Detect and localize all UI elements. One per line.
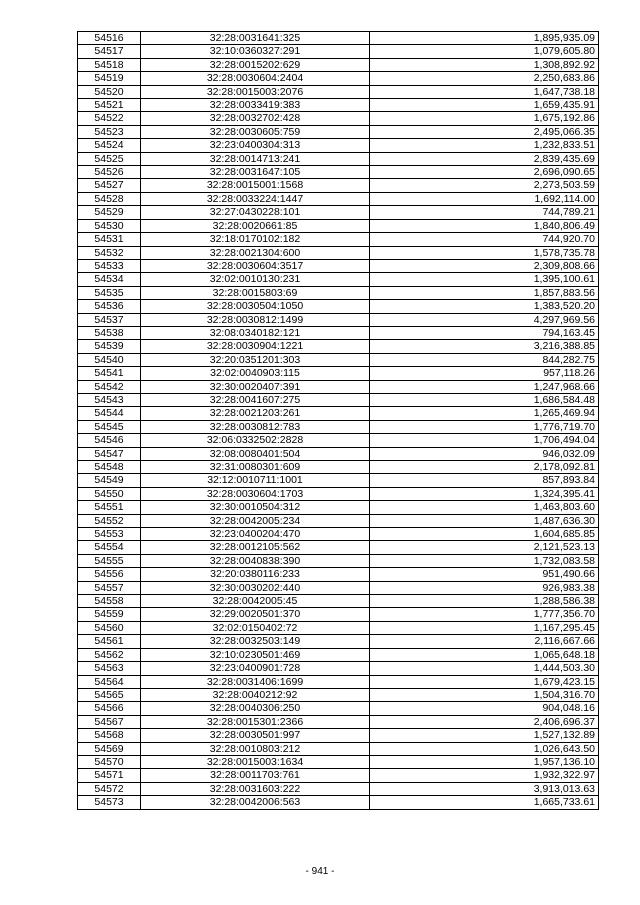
- amount-cell: 744,789.21: [370, 206, 599, 219]
- amount-cell: 1,167,295.45: [370, 621, 599, 634]
- amount-cell: 2,273,503.59: [370, 179, 599, 192]
- cadastral-number-cell: 32:23:0400304:313: [141, 139, 370, 152]
- cadastral-number-cell: 32:28:0031406:1699: [141, 675, 370, 688]
- row-id-cell: 54557: [78, 581, 141, 594]
- row-id-cell: 54535: [78, 286, 141, 299]
- row-id-cell: 54559: [78, 608, 141, 621]
- amount-cell: 1,065,648.18: [370, 648, 599, 661]
- table-row: [78, 192, 599, 205]
- cadastral-number-cell: 32:28:0010803:212: [141, 742, 370, 755]
- row-id-cell: 54521: [78, 99, 141, 112]
- row-id-cell: 54564: [78, 675, 141, 688]
- cadastral-number-cell: 32:28:0012105:562: [141, 541, 370, 554]
- amount-cell: 904,048.16: [370, 702, 599, 715]
- row-id-cell: 54518: [78, 58, 141, 71]
- amount-cell: 1,706,494.04: [370, 434, 599, 447]
- row-id-cell: 54519: [78, 72, 141, 85]
- cadastral-number-cell: 32:27:0430228:101: [141, 206, 370, 219]
- table-row: [78, 246, 599, 259]
- table-row: [78, 769, 599, 782]
- amount-cell: 2,696,090.65: [370, 166, 599, 179]
- cadastral-number-cell: 32:10:0230501:469: [141, 648, 370, 661]
- row-id-cell: 54537: [78, 313, 141, 326]
- table-row: [78, 206, 599, 219]
- amount-cell: 1,308,892.92: [370, 58, 599, 71]
- amount-cell: 1,079,605.80: [370, 45, 599, 58]
- row-id-cell: 54527: [78, 179, 141, 192]
- row-id-cell: 54565: [78, 688, 141, 701]
- amount-cell: 2,406,696.37: [370, 715, 599, 728]
- table-row: [78, 528, 599, 541]
- data-table: [77, 31, 599, 810]
- row-id-cell: 54556: [78, 568, 141, 581]
- row-id-cell: 54545: [78, 420, 141, 433]
- table-row: [78, 125, 599, 138]
- amount-cell: 951,490.66: [370, 568, 599, 581]
- table-row: [78, 635, 599, 648]
- cadastral-number-cell: 32:28:0031603:222: [141, 782, 370, 795]
- row-id-cell: 54529: [78, 206, 141, 219]
- table-row: [78, 688, 599, 701]
- cadastral-number-cell: 32:28:0030604:2404: [141, 72, 370, 85]
- amount-cell: 1,686,584.48: [370, 393, 599, 406]
- table-row: [78, 782, 599, 795]
- amount-cell: 1,324,395.41: [370, 487, 599, 500]
- amount-cell: 2,495,066.35: [370, 125, 599, 138]
- row-id-cell: 54554: [78, 541, 141, 554]
- amount-cell: 1,675,192.86: [370, 112, 599, 125]
- amount-cell: 1,527,132.89: [370, 729, 599, 742]
- table-row: [78, 621, 599, 634]
- table-row: [78, 112, 599, 125]
- cadastral-number-cell: 32:28:0020661:85: [141, 219, 370, 232]
- table-row: [78, 554, 599, 567]
- table-row: [78, 32, 599, 45]
- table-row: [78, 380, 599, 393]
- page-number: - 941 -: [305, 866, 335, 877]
- row-id-cell: 54560: [78, 621, 141, 634]
- table-row: [78, 595, 599, 608]
- row-id-cell: 54570: [78, 755, 141, 768]
- cadastral-number-cell: 32:06:0332502:2828: [141, 434, 370, 447]
- amount-cell: 926,983.38: [370, 581, 599, 594]
- amount-cell: 1,776,719.70: [370, 420, 599, 433]
- cadastral-number-cell: 32:08:0340182:121: [141, 326, 370, 339]
- table-row: [78, 367, 599, 380]
- amount-cell: 3,913,013.63: [370, 782, 599, 795]
- cadastral-number-cell: 32:28:0033224:1447: [141, 192, 370, 205]
- amount-cell: 1,932,322.97: [370, 769, 599, 782]
- amount-cell: 1,247,968.66: [370, 380, 599, 393]
- amount-cell: 1,026,643.50: [370, 742, 599, 755]
- table-row: [78, 755, 599, 768]
- row-id-cell: 54540: [78, 353, 141, 366]
- amount-cell: 1,604,685.85: [370, 528, 599, 541]
- table-row: [78, 420, 599, 433]
- amount-cell: 1,578,735.78: [370, 246, 599, 259]
- amount-cell: 2,121,523.13: [370, 541, 599, 554]
- table-row: [78, 179, 599, 192]
- table-row: [78, 742, 599, 755]
- row-id-cell: 54544: [78, 407, 141, 420]
- cadastral-number-cell: 32:28:0015003:2076: [141, 85, 370, 98]
- row-id-cell: 54553: [78, 528, 141, 541]
- table-row: [78, 152, 599, 165]
- row-id-cell: 54534: [78, 273, 141, 286]
- table-row: [78, 662, 599, 675]
- row-id-cell: 54516: [78, 32, 141, 45]
- amount-cell: 1,232,833.51: [370, 139, 599, 152]
- amount-cell: 1,777,356.70: [370, 608, 599, 621]
- row-id-cell: 54561: [78, 635, 141, 648]
- row-id-cell: 54539: [78, 340, 141, 353]
- cadastral-number-cell: 32:29:0020501:370: [141, 608, 370, 621]
- cadastral-number-cell: 32:28:0042005:234: [141, 514, 370, 527]
- cadastral-number-cell: 32:28:0040212:92: [141, 688, 370, 701]
- cadastral-number-cell: 32:30:0030202:440: [141, 581, 370, 594]
- cadastral-number-cell: 32:28:0030604:1703: [141, 487, 370, 500]
- cadastral-number-cell: 32:28:0031641:325: [141, 32, 370, 45]
- cadastral-number-cell: 32:02:0040903:115: [141, 367, 370, 380]
- table-row: [78, 273, 599, 286]
- table-row: [78, 99, 599, 112]
- row-id-cell: 54549: [78, 474, 141, 487]
- amount-cell: 1,895,935.09: [370, 32, 599, 45]
- row-id-cell: 54525: [78, 152, 141, 165]
- amount-cell: 1,840,806.49: [370, 219, 599, 232]
- row-id-cell: 54530: [78, 219, 141, 232]
- table-row: [78, 568, 599, 581]
- cadastral-number-cell: 32:28:0032503:149: [141, 635, 370, 648]
- table-row: [78, 45, 599, 58]
- cadastral-number-cell: 32:08:0080401:504: [141, 447, 370, 460]
- table-row: [78, 541, 599, 554]
- cadastral-number-cell: 32:28:0030812:1499: [141, 313, 370, 326]
- row-id-cell: 54562: [78, 648, 141, 661]
- table-row: [78, 286, 599, 299]
- row-id-cell: 54551: [78, 501, 141, 514]
- cadastral-number-cell: 32:20:0351201:303: [141, 353, 370, 366]
- row-id-cell: 54517: [78, 45, 141, 58]
- row-id-cell: 54568: [78, 729, 141, 742]
- row-id-cell: 54523: [78, 125, 141, 138]
- row-id-cell: 54552: [78, 514, 141, 527]
- cadastral-number-cell: 32:18:0170102:182: [141, 233, 370, 246]
- table-body: [78, 32, 599, 810]
- amount-cell: 1,647,738.18: [370, 85, 599, 98]
- amount-cell: 1,383,520.20: [370, 300, 599, 313]
- row-id-cell: 54538: [78, 326, 141, 339]
- table-row: [78, 461, 599, 474]
- cadastral-number-cell: 32:28:0015803:69: [141, 286, 370, 299]
- row-id-cell: 54547: [78, 447, 141, 460]
- table-row: [78, 796, 599, 809]
- table-row: [78, 326, 599, 339]
- cadastral-number-cell: 32:02:0010130:231: [141, 273, 370, 286]
- amount-cell: 946,032.09: [370, 447, 599, 460]
- amount-cell: 1,659,435.91: [370, 99, 599, 112]
- cadastral-number-cell: 32:28:0015001:1568: [141, 179, 370, 192]
- cadastral-number-cell: 32:28:0030504:1050: [141, 300, 370, 313]
- row-id-cell: 54563: [78, 662, 141, 675]
- row-id-cell: 54548: [78, 461, 141, 474]
- cadastral-number-cell: 32:28:0030501:997: [141, 729, 370, 742]
- table-row: [78, 85, 599, 98]
- cadastral-number-cell: 32:28:0030812:783: [141, 420, 370, 433]
- table-row: [78, 353, 599, 366]
- amount-cell: 794,163.45: [370, 326, 599, 339]
- table-row: [78, 72, 599, 85]
- table-row: [78, 487, 599, 500]
- amount-cell: 1,957,136.10: [370, 755, 599, 768]
- amount-cell: 957,118.26: [370, 367, 599, 380]
- amount-cell: 857,893.84: [370, 474, 599, 487]
- cadastral-number-cell: 32:28:0041607:275: [141, 393, 370, 406]
- row-id-cell: 54550: [78, 487, 141, 500]
- row-id-cell: 54531: [78, 233, 141, 246]
- amount-cell: 1,679,423.15: [370, 675, 599, 688]
- cadastral-number-cell: 32:28:0042006:563: [141, 796, 370, 809]
- table-row: [78, 581, 599, 594]
- amount-cell: 2,309,808.66: [370, 259, 599, 272]
- cadastral-number-cell: 32:28:0031647:105: [141, 166, 370, 179]
- cadastral-number-cell: 32:28:0011703:761: [141, 769, 370, 782]
- amount-cell: 2,250,683.86: [370, 72, 599, 85]
- amount-cell: 744,920.70: [370, 233, 599, 246]
- row-id-cell: 54567: [78, 715, 141, 728]
- row-id-cell: 54555: [78, 554, 141, 567]
- table-row: [78, 407, 599, 420]
- cadastral-number-cell: 32:23:0400901:728: [141, 662, 370, 675]
- table-row: [78, 608, 599, 621]
- amount-cell: 844,282.75: [370, 353, 599, 366]
- amount-cell: 2,116,667.66: [370, 635, 599, 648]
- table-row: [78, 313, 599, 326]
- table-row: [78, 58, 599, 71]
- amount-cell: 1,265,469.94: [370, 407, 599, 420]
- table-row: [78, 393, 599, 406]
- row-id-cell: 54526: [78, 166, 141, 179]
- cadastral-number-cell: 32:28:0015003:1634: [141, 755, 370, 768]
- table-row: [78, 139, 599, 152]
- table-row: [78, 514, 599, 527]
- row-id-cell: 54572: [78, 782, 141, 795]
- amount-cell: 1,692,114.00: [370, 192, 599, 205]
- cadastral-number-cell: 32:28:0021304:600: [141, 246, 370, 259]
- table-row: [78, 501, 599, 514]
- amount-cell: 1,732,083.58: [370, 554, 599, 567]
- row-id-cell: 54532: [78, 246, 141, 259]
- amount-cell: 1,395,100.61: [370, 273, 599, 286]
- table-row: [78, 233, 599, 246]
- row-id-cell: 54571: [78, 769, 141, 782]
- row-id-cell: 54536: [78, 300, 141, 313]
- row-id-cell: 54558: [78, 595, 141, 608]
- table-row: [78, 474, 599, 487]
- table-row: [78, 675, 599, 688]
- amount-cell: 1,487,636.30: [370, 514, 599, 527]
- row-id-cell: 54566: [78, 702, 141, 715]
- cadastral-number-cell: 32:02:0150402:72: [141, 621, 370, 634]
- cadastral-number-cell: 32:23:0400204:470: [141, 528, 370, 541]
- row-id-cell: 54524: [78, 139, 141, 152]
- amount-cell: 1,857,883.56: [370, 286, 599, 299]
- row-id-cell: 54522: [78, 112, 141, 125]
- amount-cell: 1,504,316.70: [370, 688, 599, 701]
- table-row: [78, 300, 599, 313]
- row-id-cell: 54569: [78, 742, 141, 755]
- table-row: [78, 447, 599, 460]
- amount-cell: 4,297,969.56: [370, 313, 599, 326]
- cadastral-number-cell: 32:28:0032702:428: [141, 112, 370, 125]
- cadastral-number-cell: 32:12:0010711:1001: [141, 474, 370, 487]
- cadastral-number-cell: 32:30:0020407:391: [141, 380, 370, 393]
- cadastral-number-cell: 32:10:0360327:291: [141, 45, 370, 58]
- table-row: [78, 729, 599, 742]
- table-row: [78, 434, 599, 447]
- cadastral-number-cell: 32:28:0015202:629: [141, 58, 370, 71]
- amount-cell: 1,665,733.61: [370, 796, 599, 809]
- table-row: [78, 715, 599, 728]
- row-id-cell: 54573: [78, 796, 141, 809]
- table-row: [78, 219, 599, 232]
- row-id-cell: 54543: [78, 393, 141, 406]
- row-id-cell: 54528: [78, 192, 141, 205]
- row-id-cell: 54542: [78, 380, 141, 393]
- cadastral-number-cell: 32:28:0030904:1221: [141, 340, 370, 353]
- row-id-cell: 54546: [78, 434, 141, 447]
- amount-cell: 1,463,803.60: [370, 501, 599, 514]
- cadastral-number-cell: 32:31:0080301:609: [141, 461, 370, 474]
- cadastral-number-cell: 32:28:0014713:241: [141, 152, 370, 165]
- row-id-cell: 54541: [78, 367, 141, 380]
- cadastral-number-cell: 32:28:0033419:383: [141, 99, 370, 112]
- table-row: [78, 702, 599, 715]
- cadastral-number-cell: 32:28:0040838:390: [141, 554, 370, 567]
- amount-cell: 2,839,435.69: [370, 152, 599, 165]
- amount-cell: 1,444,503.30: [370, 662, 599, 675]
- cadastral-number-cell: 32:28:0015301:2366: [141, 715, 370, 728]
- table-row: [78, 166, 599, 179]
- amount-cell: 1,288,586.38: [370, 595, 599, 608]
- amount-cell: 2,178,092.81: [370, 461, 599, 474]
- cadastral-number-cell: 32:28:0040306:250: [141, 702, 370, 715]
- table-row: [78, 648, 599, 661]
- amount-cell: 3,216,388.85: [370, 340, 599, 353]
- cadastral-number-cell: 32:28:0042005:45: [141, 595, 370, 608]
- cadastral-number-cell: 32:28:0030605:759: [141, 125, 370, 138]
- cadastral-number-cell: 32:28:0030604:3517: [141, 259, 370, 272]
- cadastral-number-cell: 32:28:0021203:261: [141, 407, 370, 420]
- cadastral-number-cell: 32:20:0380116:233: [141, 568, 370, 581]
- table-row: [78, 259, 599, 272]
- table-row: [78, 340, 599, 353]
- cadastral-number-cell: 32:30:0010504:312: [141, 501, 370, 514]
- row-id-cell: 54520: [78, 85, 141, 98]
- row-id-cell: 54533: [78, 259, 141, 272]
